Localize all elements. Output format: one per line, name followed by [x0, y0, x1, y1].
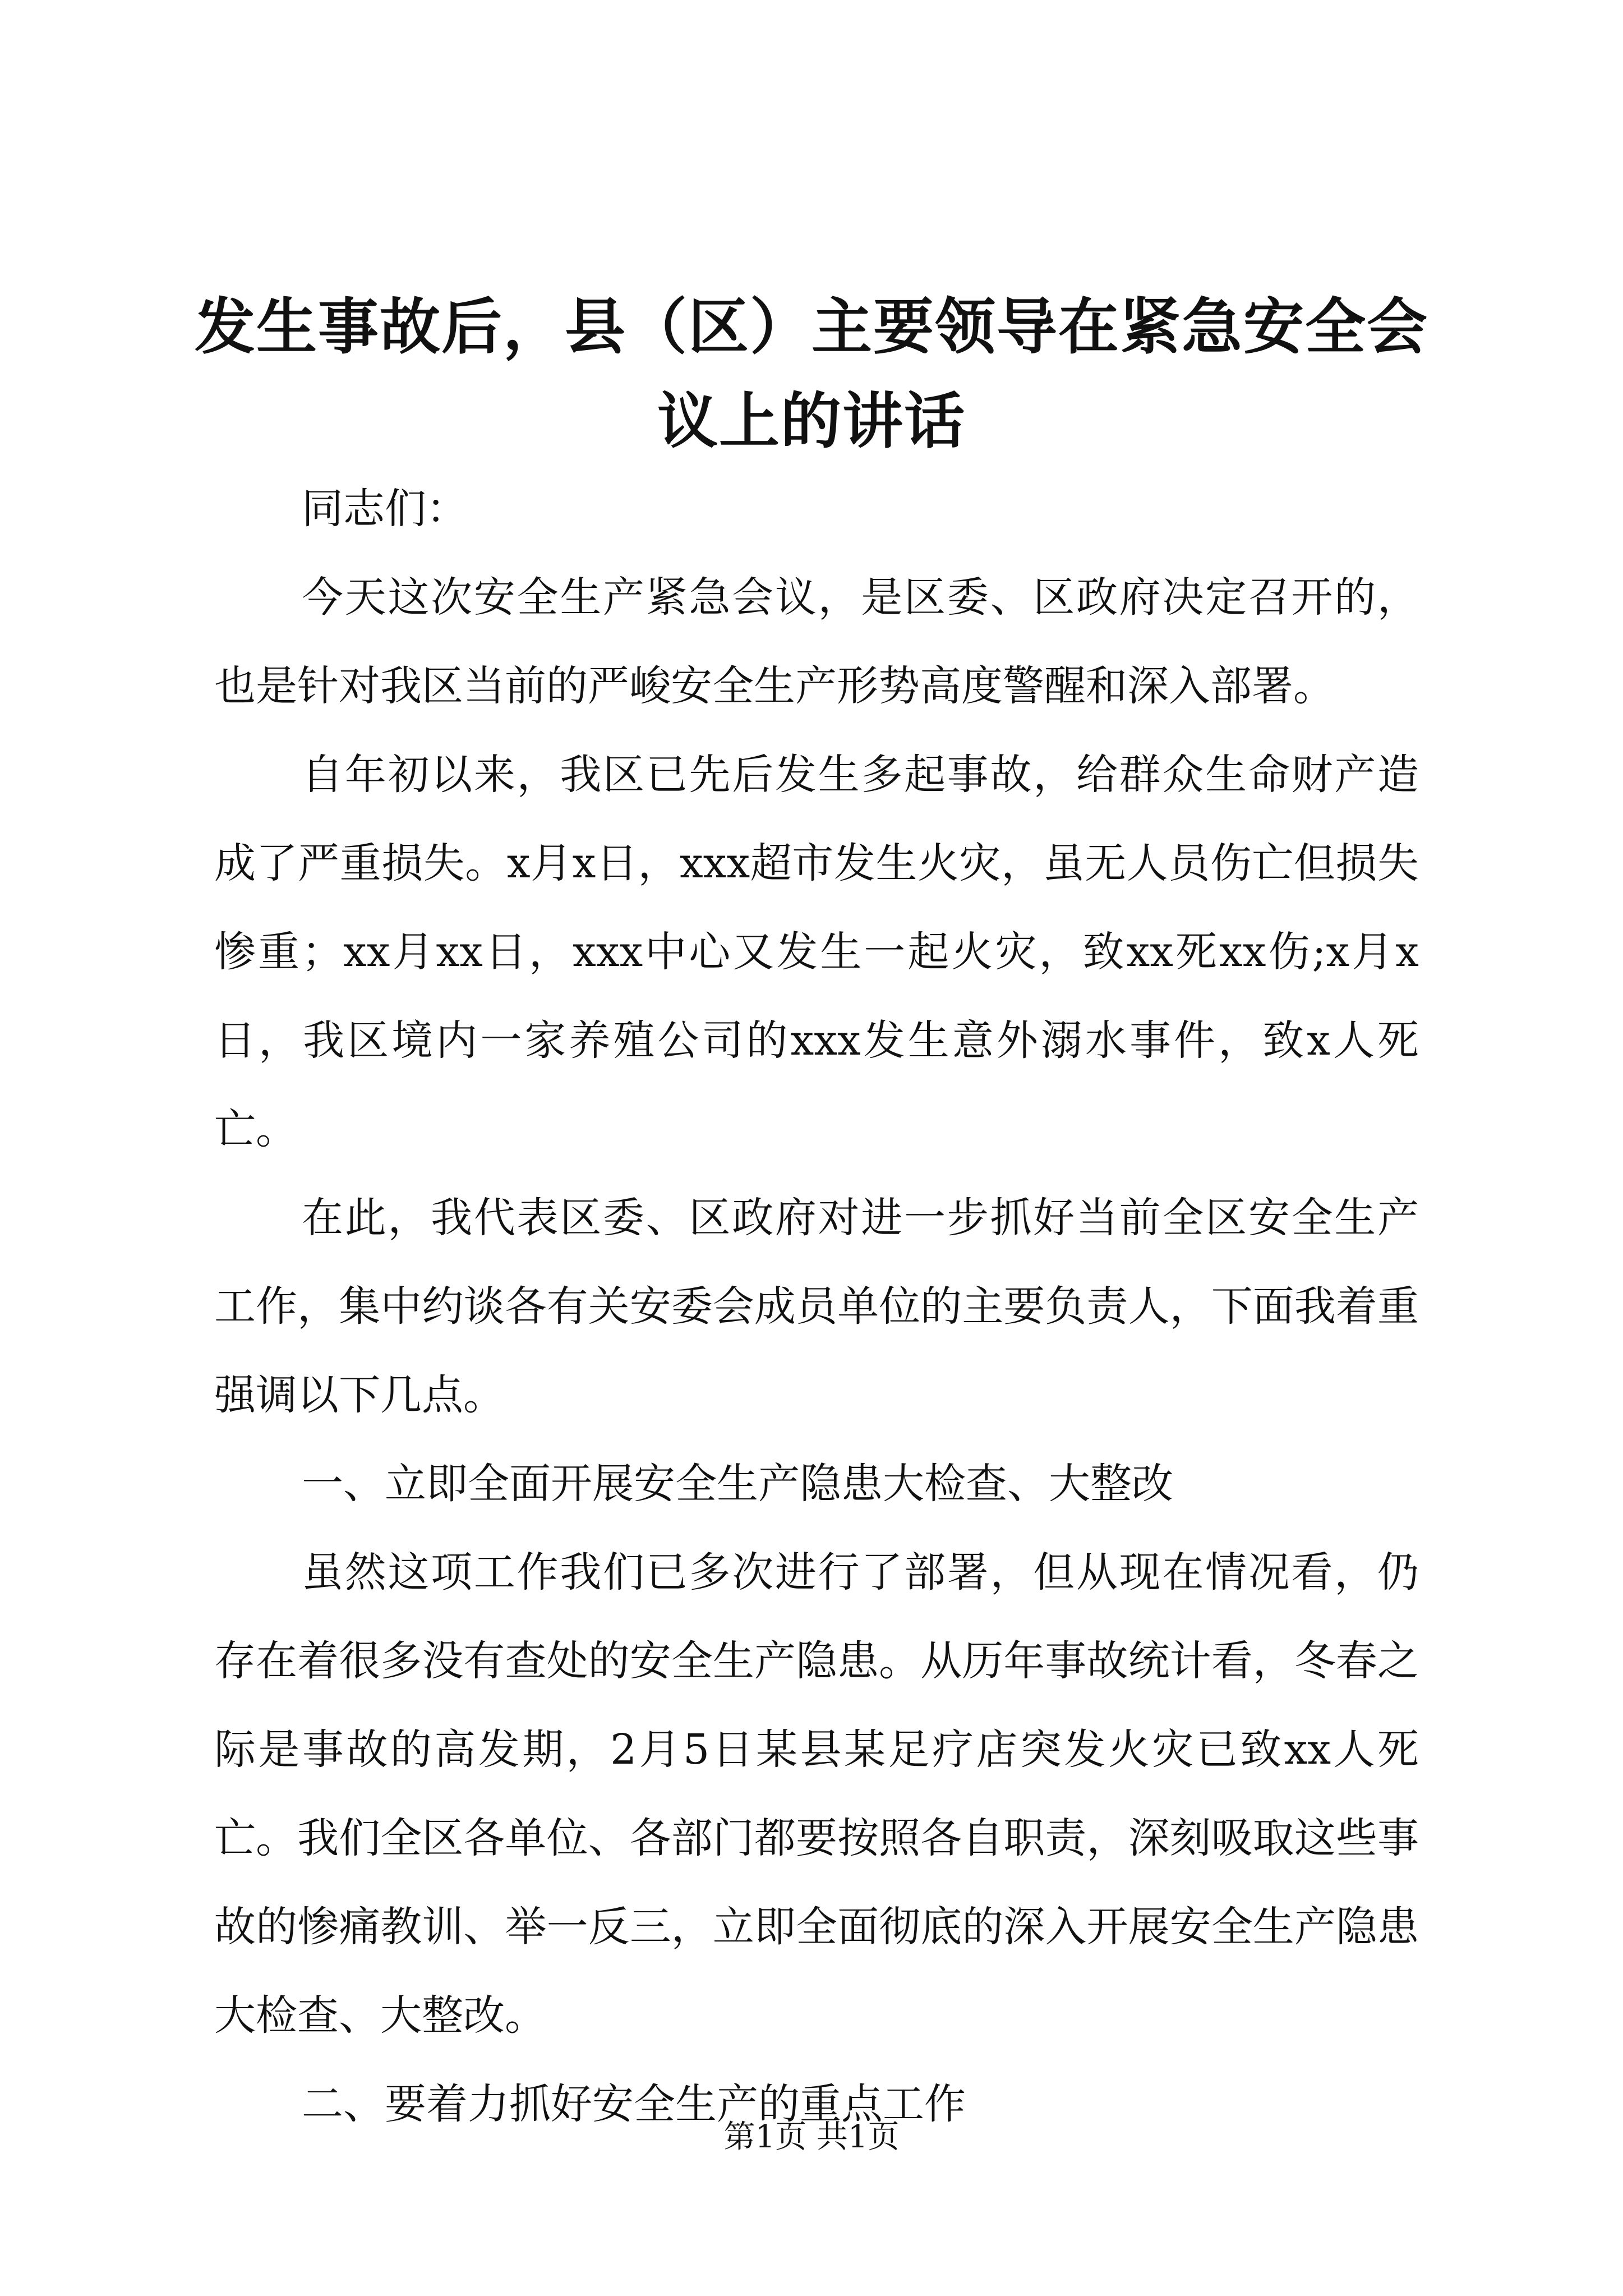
body-paragraph: 自年初以来，我区已先后发生多起事故，给群众生命财产造成了严重损失。x月x日，xxx超市发生火灾，虽无人员伤亡但损失惨重；xx月xx日，xxx中心又发生一起火灾，致xx死xx伤;x月x日，我区境内一家养殖公司的xxx发生意外溺水事件，致x人死亡。 [214, 751, 1419, 1153]
body-paragraph: 虽然这项工作我们已多次进行了部署，但从现在情况看，仍存在着很多没有查处的安全生产隐患。从历年事故统计看，冬春之际是事故的高发期，2月5日某县某足疗店突发火灾已致xx人死亡。我们全区各单位、各部门都要按照各自职责，深刻吸取这些事故的惨痛教训、举一反三，立即全面彻底的深入开展安全生产隐患大检查、大整改。 [214, 1548, 1419, 2040]
section-heading: 二、要着力抓好安全生产的重点工作 [302, 2080, 966, 2128]
salutation-paragraph: 同志们： [302, 485, 468, 533]
body-paragraph: 在此，我代表区委、区政府对进一步抓好当前全区安全生产工作，集中约谈各有关安委会成员单位的主要负责人，下面我着重强调以下几点。 [214, 1194, 1419, 1419]
page-number-footer: 第1页 共1页 [723, 2119, 900, 2155]
document-title: 发生事故后，县（区）主要领导在紧急安全会议上的讲话 [194, 292, 1428, 457]
body-paragraph: 今天这次安全生产紧急会议，是区委、区政府决定召开的，也是针对我区当前的严峻安全生产形势高度警醒和深入部署。 [214, 573, 1419, 710]
document-body [214, 464, 1419, 2148]
section-heading: 一、立即全面开展安全生产隐患大检查、大整改 [302, 1460, 1173, 1508]
